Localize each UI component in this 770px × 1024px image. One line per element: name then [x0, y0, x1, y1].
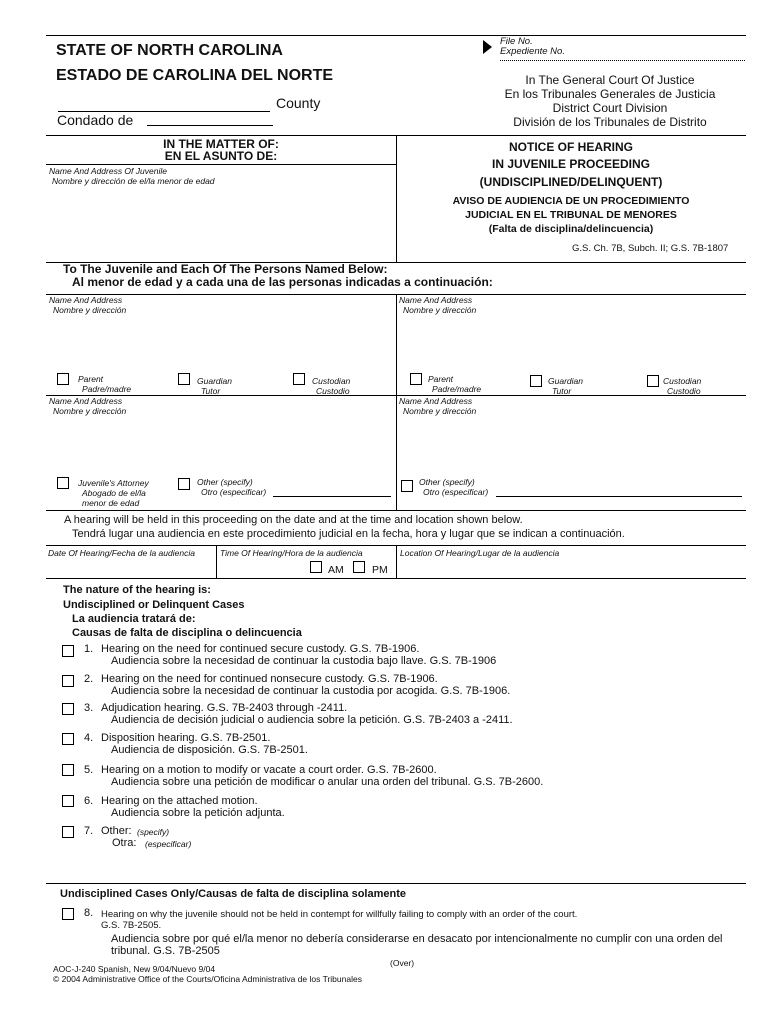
party-3-name-field[interactable]	[48, 417, 394, 471]
juvenile-name-label-es: Nombre y dirección de el/la menor de edad	[52, 176, 215, 186]
copyright-text: © 2004 Administrative Office of the Courts/Oficina Administrativa de los Tribunales	[53, 974, 362, 984]
party-3-other-label: Other (specify)	[197, 477, 253, 487]
notice-title-1: NOTICE OF HEARING	[508, 140, 633, 154]
party-1-name-label-es: Nombre y dirección	[53, 305, 127, 315]
party-4-other-label-es: Otro (especificar)	[423, 487, 489, 497]
party-3-attorney-label-3: menor de edad	[82, 498, 140, 508]
hearing-divider-1	[216, 545, 217, 578]
party-3-other-checkbox[interactable]	[178, 478, 190, 490]
item-2-number: 2.	[84, 673, 94, 685]
item-1-text: Hearing on the need for continued secure custody. G.S. 7B-1906.	[101, 643, 420, 655]
juvenile-name-field[interactable]	[48, 188, 394, 260]
party-1-custodian-checkbox[interactable]	[293, 373, 305, 385]
party-2-custodian-label: Custodian	[663, 376, 702, 386]
item-7-specify-es: (especificar)	[145, 839, 192, 849]
party-2-guardian-checkbox[interactable]	[530, 375, 542, 387]
county-es-field[interactable]	[147, 125, 273, 126]
party-4-name-field[interactable]	[398, 417, 744, 471]
item-8-checkbox[interactable]	[62, 908, 74, 920]
party-2-guardian-label-es: Tutor	[552, 386, 572, 396]
hearing-time-label: Time Of Hearing/Hora de la audiencia	[220, 548, 363, 558]
over-label: (Over)	[390, 958, 415, 968]
court-line-2: En los Tribunales Generales de Justicia	[504, 87, 716, 101]
item-3-checkbox[interactable]	[62, 703, 74, 715]
party-3-name-label: Name And Address	[49, 396, 123, 406]
court-line-4: División de los Tribunales de Distrito	[513, 115, 707, 129]
notice-subtitle-2: JUDICIAL EN EL TRIBUNAL DE MENORES	[465, 209, 677, 221]
item-1-text-es: Audiencia sobre la necesidad de continuar la custodia bajo llave. G.S. 7B-1906	[111, 655, 497, 667]
item-7-text-es: Otra:	[112, 837, 137, 849]
hearing-bottom-rule	[46, 578, 746, 579]
nature-subtitle-es-2: Causas de falta de disciplina o delincuencia	[72, 627, 302, 639]
item-4-text: Disposition hearing. G.S. 7B-2501.	[101, 732, 271, 744]
party-3-other-field[interactable]	[273, 496, 391, 497]
party-2-parent-label-es: Padre/madre	[432, 384, 482, 394]
hearing-location-label: Location Of Hearing/Lugar de la audiencia	[400, 548, 560, 558]
notice-subtitle-3: (Falta de disciplina/delincuencia)	[488, 223, 654, 235]
party-4-name-label-es: Nombre y dirección	[403, 406, 477, 416]
hearing-text: A hearing will be held in this proceeding on the date and at the time and location shown below.	[64, 514, 523, 526]
party-4-other-label: Other (specify)	[419, 477, 475, 487]
item-2-checkbox[interactable]	[62, 675, 74, 687]
item-2-text: Hearing on the need for continued nonsecure custody. G.S. 7B-1906.	[101, 673, 438, 685]
item-8-number: 8.	[84, 907, 94, 919]
hearing-location-field[interactable]	[398, 560, 744, 576]
item-8-text-es-2: tribunal. G.S. 7B-2505	[111, 945, 220, 957]
item-5-number: 5.	[84, 764, 94, 776]
party-2-name-field[interactable]	[398, 316, 744, 370]
nature-subtitle-es-1: La audiencia tratará de:	[72, 613, 196, 625]
file-no-arrow-icon	[483, 40, 492, 54]
item-6-number: 6.	[84, 795, 94, 807]
item-6-text: Hearing on the attached motion.	[101, 795, 258, 807]
court-line-3: District Court Division	[552, 101, 668, 115]
state-title-es: ESTADO DE CAROLINA DEL NORTE	[56, 67, 334, 84]
party-2-parent-label: Parent	[428, 374, 454, 384]
party-2-custodian-label-es: Custodio	[667, 386, 701, 396]
item-5-checkbox[interactable]	[62, 764, 74, 776]
item-4-text-es: Audiencia de disposición. G.S. 7B-2501.	[111, 744, 308, 756]
am-label: AM	[328, 564, 344, 576]
item-7-other-field[interactable]	[200, 824, 740, 864]
party-1-guardian-label: Guardian	[197, 376, 232, 386]
item-8-text-es-1: Audiencia sobre por qué el/la menor no debería considerarse en desacato por intencionalmente no cumplir con una orden del	[111, 933, 723, 945]
party-4-other-checkbox[interactable]	[401, 480, 413, 492]
party-3-other-label-es: Otro (especificar)	[201, 487, 267, 497]
party-2-name-label: Name And Address	[399, 295, 473, 305]
party-3-attorney-label-2: Abogado de el/la	[82, 488, 146, 498]
item-4-number: 4.	[84, 732, 94, 744]
nature-title: The nature of the hearing is:	[63, 584, 211, 596]
item-3-text-es: Audiencia de decisión judicial o audiencia sobre la petición. G.S. 7B-2403 a -2411.	[111, 714, 513, 726]
parties-mid-rule	[46, 395, 746, 396]
party-3-attorney-checkbox[interactable]	[57, 477, 69, 489]
item-7-text: Other:	[101, 825, 132, 837]
party-4-name-label: Name And Address	[399, 396, 473, 406]
item-6-text-es: Audiencia sobre la petición adjunta.	[111, 807, 285, 819]
item-3-text: Adjudication hearing. G.S. 7B-2403 through -2411.	[101, 702, 348, 714]
notice-title-3: (UNDISCIPLINED/DELINQUENT)	[479, 175, 663, 189]
pm-label: PM	[372, 564, 388, 576]
item-2-text-es: Audiencia sobre la necesidad de continuar la custodia por acogida. G.S. 7B-1906.	[111, 685, 511, 697]
party-2-guardian-label: Guardian	[548, 376, 583, 386]
undisc-top-rule	[46, 883, 746, 884]
item-5-text-es: Audiencia sobre una petición de modificar o anular una orden del tribunal. G.S. 7B-2600.	[111, 776, 544, 788]
to-heading: To The Juvenile and Each Of The Persons Named Below:	[63, 262, 388, 276]
hearing-text-es: Tendrá lugar una audiencia en este procedimiento judicial en la fecha, hora y lugar que se indican a continuación.	[72, 528, 625, 540]
hearing-divider-2	[396, 545, 397, 578]
party-2-name-label-es: Nombre y dirección	[403, 305, 477, 315]
matter-title-es: EN EL ASUNTO DE:	[164, 149, 278, 163]
party-3-name-label-es: Nombre y dirección	[53, 406, 127, 416]
item-8-text-2: G.S. 7B-2505.	[101, 920, 162, 931]
hearing-date-label: Date Of Hearing/Fecha de la audiencia	[48, 548, 195, 558]
parties-divider	[396, 294, 397, 510]
party-1-name-field[interactable]	[48, 316, 394, 370]
item-1-number: 1.	[84, 643, 94, 655]
item-7-checkbox[interactable]	[62, 826, 74, 838]
file-no-field[interactable]	[500, 60, 745, 61]
notice-subtitle-1: AVISO DE AUDIENCIA DE UN PROCEDIMIENTO	[452, 195, 690, 207]
notice-statute: G.S. Ch. 7B, Subch. II; G.S. 7B-1807	[572, 243, 729, 254]
item-7-number: 7.	[84, 825, 94, 837]
parties-bottom-rule	[46, 510, 746, 511]
item-6-checkbox[interactable]	[62, 795, 74, 807]
county-label-es: Condado de	[57, 112, 134, 128]
am-checkbox[interactable]	[310, 561, 322, 573]
form-number: AOC-J-240 Spanish, New 9/04/Nuevo 9/04	[53, 964, 216, 974]
item-5-text: Hearing on a motion to modify or vacate a court order. G.S. 7B-2600.	[101, 764, 437, 776]
undisc-title: Undisciplined Cases Only/Causas de falta de disciplina solamente	[60, 888, 407, 900]
party-1-guardian-checkbox[interactable]	[178, 373, 190, 385]
state-title: STATE OF NORTH CAROLINA	[56, 42, 283, 59]
party-1-parent-label-es: Padre/madre	[82, 384, 132, 394]
party-4-other-field[interactable]	[496, 496, 742, 497]
top-rule	[46, 35, 746, 36]
notice-title-2: IN JUVENILE PROCEEDING	[491, 157, 651, 171]
matter-sub-rule	[46, 164, 396, 165]
court-line-1: In The General Court Of Justice	[525, 73, 695, 87]
party-1-parent-label: Parent	[78, 374, 104, 384]
party-1-custodian-label: Custodian	[312, 376, 351, 386]
file-no-label: File No.	[500, 36, 533, 47]
party-1-name-label: Name And Address	[49, 295, 123, 305]
matter-title: IN THE MATTER OF:	[163, 137, 279, 151]
pm-checkbox[interactable]	[353, 561, 365, 573]
party-2-parent-checkbox[interactable]	[410, 373, 422, 385]
item-4-checkbox[interactable]	[62, 733, 74, 745]
juvenile-name-label: Name And Address Of Juvenile	[49, 166, 167, 176]
party-2-custodian-checkbox[interactable]	[647, 375, 659, 387]
item-3-number: 3.	[84, 702, 94, 714]
file-no-label-es: Expediente No.	[500, 46, 565, 57]
party-3-attorney-label: Juvenile's Attorney	[78, 478, 149, 488]
party-1-custodian-label-es: Custodio	[316, 386, 350, 396]
party-1-parent-checkbox[interactable]	[57, 373, 69, 385]
to-heading-es: Al menor de edad y a cada una de las personas indicadas a continuación:	[72, 275, 493, 289]
county-label: County	[276, 95, 321, 111]
hearing-date-field[interactable]	[48, 560, 214, 576]
party-1-guardian-label-es: Tutor	[201, 386, 221, 396]
item-7-specify: (specify)	[137, 827, 170, 837]
nature-subtitle: Undisciplined or Delinquent Cases	[63, 599, 245, 611]
item-8-text-1: Hearing on why the juvenile should not be held in contempt for willfully failing to comply with an order of the court.	[101, 909, 578, 920]
item-1-checkbox[interactable]	[62, 645, 74, 657]
